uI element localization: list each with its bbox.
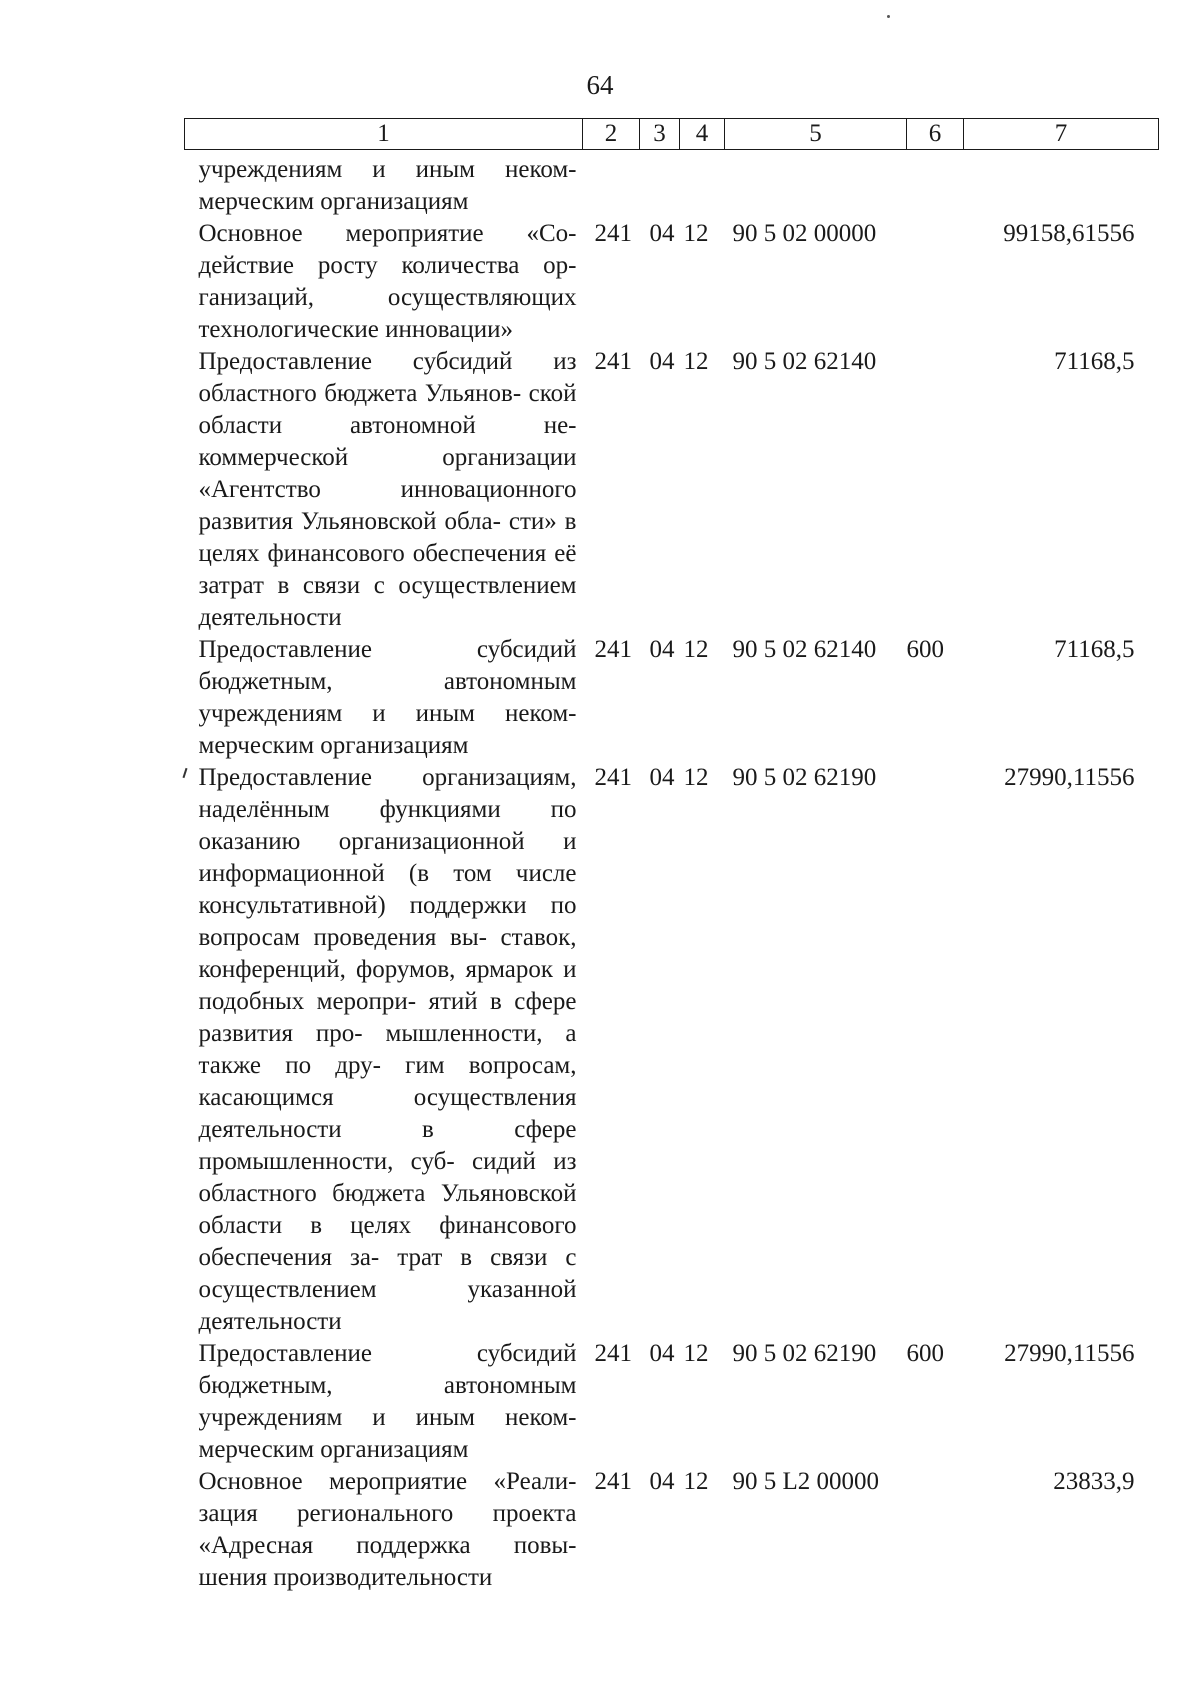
row-vr (907, 346, 964, 634)
row-amount: 99158,61556 (1003, 220, 1135, 247)
row-amount: 27990,11556 (1004, 1340, 1135, 1367)
row-amount: 27990,11556 (1004, 764, 1135, 791)
row-gr (583, 150, 640, 219)
row-csr: 90 5 L2 00000 (732, 1468, 880, 1495)
row-csr: 90 5 02 62140 (732, 636, 877, 663)
row-description: Предоставление субсидий бюджетным, автономным учреждениям и иным неком- мерческим организациям (198, 1340, 577, 1463)
row-vr (907, 218, 964, 346)
header-col-4: 4 (680, 119, 725, 150)
row-pr: 12 (683, 636, 709, 663)
row-csr (725, 150, 907, 219)
row-gr: 241 (594, 1468, 632, 1495)
header-col-5: 5 (725, 119, 907, 150)
scan-speck (887, 15, 890, 18)
row-rz: 04 (649, 636, 675, 663)
table-header (185, 119, 1159, 150)
row-vr (907, 762, 964, 1338)
budget-table (184, 118, 1159, 1594)
row-rz: 04 (649, 1468, 675, 1495)
table-body (185, 150, 1159, 1595)
row-rz: 04 (649, 764, 675, 791)
row-pr: 12 (683, 764, 709, 791)
row-pr: 12 (683, 348, 709, 375)
row-rz: 04 (649, 220, 675, 247)
row-gr: 241 (594, 348, 632, 375)
row-description: Предоставление организациям, наделённым функциями по оказанию организационной и информационной (в том числе консультативной) поддержки по вопросам проведения вы- ставок, конференций, форумов, ярмарок и подобных меропри- ятий в сфере развития про- мышленности, а также по дру- гим вопросам, касающимся осуществления деятельности в сфере промышленности, суб- сидий из областного бюджета Ульяновской области в целях финансового обеспечения за- трат в связи с осуществлением указанной деятельности (198, 764, 577, 1335)
row-pr: 12 (683, 220, 709, 247)
row-gr: 241 (594, 1340, 632, 1367)
row-rz (640, 150, 680, 219)
row-amount (964, 150, 1159, 219)
table-row (185, 1466, 1159, 1594)
table-row (185, 150, 1159, 219)
row-description: Предоставление субсидий бюджетным, автономным учреждениям и иным неком- мерческим организациям (198, 636, 577, 759)
row-vr (907, 150, 964, 219)
header-col-7: 7 (964, 119, 1159, 150)
table-row (185, 634, 1159, 762)
row-vr (907, 1466, 964, 1594)
row-csr: 90 5 02 62190 (732, 764, 877, 791)
row-gr: 241 (594, 220, 632, 247)
row-rz: 04 (649, 348, 675, 375)
row-pr: 12 (683, 1468, 709, 1495)
row-csr: 90 5 02 62140 (732, 348, 877, 375)
header-col-3: 3 (640, 119, 680, 150)
row-pr: 12 (683, 1340, 709, 1367)
table-row (185, 346, 1159, 634)
row-rz: 04 (649, 1340, 675, 1367)
table-row (185, 218, 1159, 346)
row-amount: 23833,9 (1053, 1468, 1135, 1495)
table-row (185, 1338, 1159, 1466)
page-number: 64 (586, 70, 614, 100)
header-row (185, 119, 1159, 150)
row-description: учреждениям и иным неком- мерческим организациям (198, 156, 577, 215)
row-amount: 71168,5 (1054, 636, 1135, 663)
table-row (185, 762, 1159, 1338)
row-csr: 90 5 02 62190 (732, 1340, 877, 1367)
row-pr (680, 150, 725, 219)
row-vr: 600 (906, 1340, 944, 1367)
header-col-2: 2 (583, 119, 640, 150)
row-description: Предоставление субсидий из областного бюджета Ульянов- ской области автономной не- коммерческой организации «Агентство инновационного развития Ульяновской обла- сти» в целях финансового обеспечения её затрат в связи с осуществлением деятельности (198, 348, 577, 631)
row-gr: 241 (594, 764, 632, 791)
header-col-6: 6 (907, 119, 964, 150)
row-gr: 241 (594, 636, 632, 663)
row-description: Основное мероприятие «Со- действие росту количества ор- ганизаций, осуществляющих технологические инновации» (198, 220, 577, 343)
row-description: Основное мероприятие «Реали- зация регионального проекта «Адресная поддержка повы- шения производительности (198, 1468, 577, 1591)
row-csr: 90 5 02 00000 (732, 220, 877, 247)
row-vr: 600 (906, 636, 944, 663)
row-amount: 71168,5 (1054, 348, 1135, 375)
header-col-1: 1 (185, 119, 583, 150)
